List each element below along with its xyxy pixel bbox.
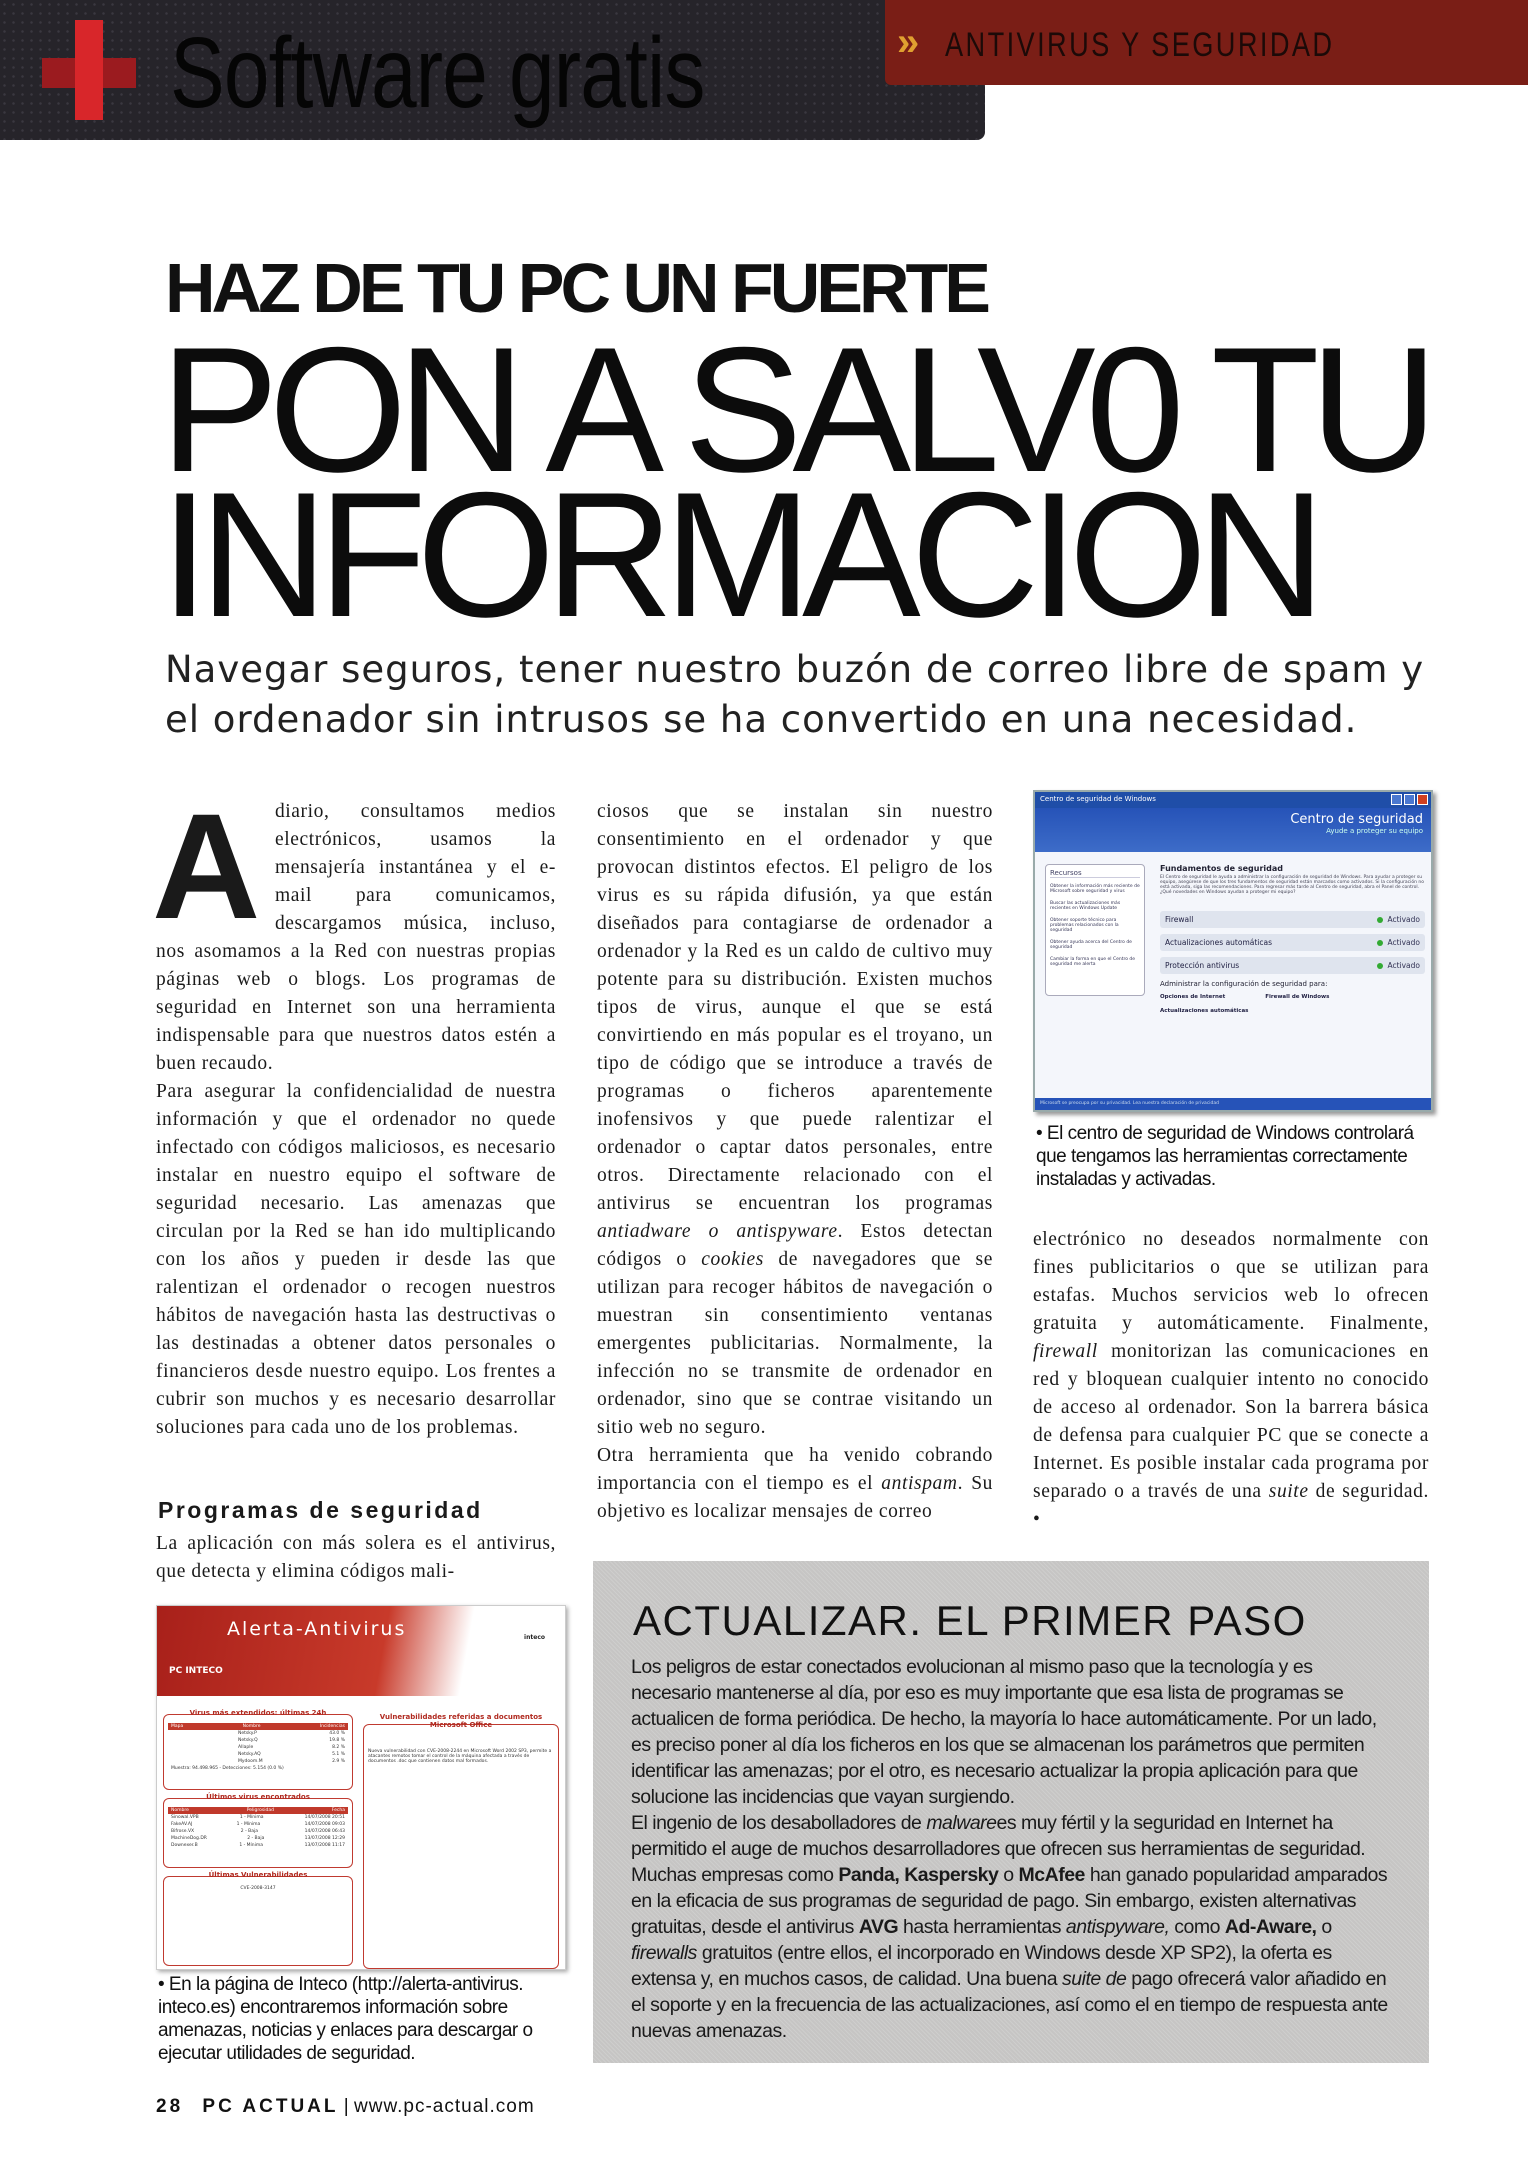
paragraph	[597, 1442, 993, 1526]
recent-virus-box	[163, 1793, 353, 1868]
magazine-name: PC ACTUAL	[202, 2096, 339, 2117]
text-italic: firewalls	[631, 1942, 697, 1964]
row-status: Activado	[1387, 961, 1420, 970]
status-row	[1160, 934, 1425, 951]
cell: FakeAV.AJ	[171, 1822, 193, 1827]
row-name: Protección antivirus	[1165, 961, 1240, 970]
text: El ingenio de los desabolladores de	[631, 1812, 927, 1834]
cell: 14/07/2008 06:43	[304, 1829, 345, 1834]
text: como	[1169, 1916, 1225, 1938]
text: o	[998, 1864, 1019, 1886]
status-row	[1160, 957, 1425, 974]
text: han ganado popularidad amparados en la eficacia de sus programas de seguridad de pago. Sin embargo, existen alternativas gratuitas, desde el antivirus	[631, 1864, 1388, 1938]
paragraph-text: diario, consultamos medios electrónicos, usamos la mensajería instantánea y el e-mail para comunicamos, descargamos música, incluso, nos asomamos a la Red con nuestras propias páginas web o blogs. Los programas de seguridad en Internet son una herramienta indispensable para que nuestros datos estén a buen recaudo.	[156, 801, 556, 1074]
inteco-logo: PC INTECO	[169, 1666, 223, 1676]
cell: 2 - Baja	[240, 1829, 258, 1834]
headline-line-1: PON A SALV0 TU	[160, 310, 1429, 509]
alerta-antivirus-screenshot	[156, 1605, 566, 1970]
text-bold: AVG	[858, 1916, 899, 1938]
cell: 19.8 %	[329, 1738, 345, 1743]
resources-panel	[1045, 864, 1145, 996]
text: . Estos detectan códigos o	[597, 1221, 993, 1270]
cell: Netsky.P	[238, 1731, 257, 1736]
text-italic: antiadware o antispyware	[597, 1221, 838, 1242]
text-italic: cookies	[701, 1249, 764, 1270]
text: o	[1316, 1916, 1332, 1938]
page-footer	[156, 2096, 535, 2118]
cell: 5.1 %	[332, 1752, 345, 1757]
box-title: Virus más extendidos: últimas 24h	[189, 1709, 327, 1717]
site-title: Alerta-Antivirus	[227, 1618, 407, 1640]
sample-stats: Muestra: 94.498.965 - Detecciones: 5.154 (0.0 %)	[171, 1766, 284, 1771]
article-column-2	[597, 798, 993, 1526]
cell: Sinowal.VPB	[171, 1815, 199, 1820]
banner	[1035, 808, 1431, 852]
box-title: Últimos virus encontrados	[206, 1793, 310, 1801]
manage-label: Administrar la configuración de seguridad para:	[1160, 980, 1328, 988]
settings-link: Actualizaciones automáticas	[1160, 1008, 1249, 1014]
sidebar-title: ACTUALIZAR. EL PRIMER PASO	[633, 1597, 1307, 1644]
text: monitorizan las comunicaciones en red y bloquean cualquier intento no conocido de acceso al ordenador. Son la barrera básica de defensa para cualquier PC que se conecte a Internet. Es posible instalar cada programa por separado o a través de una	[1033, 1341, 1429, 1502]
box-title: Vulnerabilidades referidas a documentos Microsoft Office	[379, 1713, 543, 1729]
resource-link: Obtener ayuda acerca del Centro de seguridad	[1050, 940, 1132, 950]
essentials-title: Fundamentos de seguridad	[1160, 864, 1283, 873]
section-title: Software gratis	[170, 17, 705, 129]
text-italic: firewall	[1033, 1341, 1098, 1362]
cell: Bifrose.VX	[171, 1829, 195, 1834]
cell: 14/07/2008 20:51	[304, 1815, 345, 1820]
cell: 14/07/2008 09:03	[304, 1822, 345, 1827]
col-header: Incidencias	[319, 1724, 345, 1729]
row-name: Firewall	[1165, 915, 1194, 924]
windows-security-center-screenshot	[1033, 790, 1433, 1112]
cell: Netsky.AQ	[238, 1752, 261, 1757]
cell: 13/07/2008 12:29	[304, 1836, 345, 1841]
paragraph	[631, 1810, 1393, 2044]
col-header: Fecha	[331, 1808, 345, 1813]
paragraph: Para asegurar la confidencialidad de nuestra información y que el ordenador no quede infectado con códigos maliciosos, es necesario instalar en nuestro equipo el software de seguridad necesario. Las amenazas que circulan por la Red se han ido multiplicando con los años y pueden ir desde las que ralentizan el ordenador o recogen nuestros hábitos de navegación hasta las destructivas o las destinadas a obtener datos personales o financieros desde nuestro equipo. Los frentes a cubrir son muchos y es necesario desarrollar soluciones para cada uno de los problemas.	[156, 1081, 556, 1438]
cell: Mydoom.M	[238, 1759, 263, 1764]
minimize-icon	[1391, 794, 1402, 805]
row-status: Activado	[1387, 915, 1420, 924]
cell: 2 - Baja	[247, 1836, 265, 1841]
row-name: Actualizaciones automáticas	[1165, 938, 1272, 947]
figure-caption: • El centro de seguridad de Windows controlará que tengamos las herramientas correctamente instaladas y activadas.	[1036, 1123, 1414, 1190]
text-italic: malware	[926, 1812, 997, 1834]
text: . Su objetivo es localizar mensajes de correo	[597, 1473, 993, 1522]
text: de seguridad. •	[1033, 1481, 1429, 1530]
headline-line-2: INFORMACION	[160, 455, 1316, 654]
text-bold: Ad-Aware,	[1224, 1916, 1317, 1938]
resource-link: Obtener soporte técnico para problemas relacionados con la seguridad	[1050, 918, 1119, 933]
cell: 43.0 %	[329, 1731, 345, 1736]
paragraph	[597, 798, 993, 1442]
col-header: Nombre	[171, 1808, 189, 1813]
col-header: Mapa	[171, 1724, 184, 1729]
status-dot-icon	[1377, 917, 1383, 923]
office-vuln-box	[363, 1713, 559, 1969]
essentials-desc: El Centro de seguridad le ayuda a administrar la configuración de seguridad de Windows. Para ayudar a proteger su equipo, asegúrese de que los tres fundamentos de seguridad están marcados como activados. Si la configuración no está activada, siga las recomendaciones. Para regresar más tarde al Centro de seguridad, abra el Panel de control. ¿Qué novedades en Windows ayudan a proteger mi equipo?	[1160, 875, 1424, 895]
cell: 1 - Mínima	[239, 1815, 264, 1820]
text: pago ofrecerá valor añadido en el soporte y en la frecuencia de las actualizaciones, así como el en tiempo de respuesta ante nuevas amenazas.	[631, 1968, 1388, 2042]
separator: |	[343, 2096, 349, 2117]
red-cross-icon-vertical	[75, 20, 103, 120]
text: ciosos que se instalan sin nuestro consentimiento en el ordenador y que provocan distintos efectos. El peligro de los virus es su rápida difusión, ya que están diseñados para contagiarse de ordenador a ordenador y la Red es un caldo de cultivo muy potente para su distribución. Existen muchos tipos de virus, aunque el que se está convirtiendo en más popular es el troyano, un tipo de código que se introduce a través de programas o ficheros aparentemente inofensivos y que puede ralentizar el ordenador o captar datos personales, entre otros. Directamente relacionado con el antivirus se encuentran los programas	[597, 801, 993, 1214]
partner-logo: inteco	[524, 1634, 545, 1641]
banner-subtitle: Ayude a proteger su equipo	[1326, 827, 1423, 835]
text-bold: McAfee	[1018, 1864, 1085, 1886]
category-label: ANTIVIRUS Y SEGURIDAD	[945, 26, 1335, 64]
row-status: Activado	[1387, 938, 1420, 947]
status-row	[1160, 911, 1425, 928]
figure-caption: • En la página de Inteco (http://alerta-antivirus. inteco.es) encontraremos información sobre amenazas, noticias y enlaces para descargar o ejecutar utilidades de seguridad.	[158, 1974, 533, 2064]
text: hasta herramientas	[898, 1916, 1066, 1938]
col-header: Peligrosidad	[246, 1808, 274, 1813]
vulnerabilities-box	[163, 1871, 353, 1966]
text-italic: antispam	[881, 1473, 958, 1494]
page-number: 28	[156, 2096, 184, 2117]
text: gratuitos (entre ellos, el incorporado en Windows desde XP SP2), la oferta es extensa y, en muchos casos, de calidad. Una buena	[631, 1942, 1332, 1990]
text-bold: Panda, Kaspersky	[838, 1864, 999, 1886]
paragraph	[152, 782, 556, 1078]
cell: Allaple	[238, 1745, 254, 1750]
resource-link: Buscar las actualizaciones más recientes en Windows Update	[1050, 901, 1121, 911]
cell: 8.2 %	[332, 1745, 345, 1750]
office-text: Nueva vulnerabilidad con CVE-2008-2244 en Microsoft Word 2002 SP3, permite a atacantes remotos tomar el control de la máquina afectada a través de documentos .doc que contienen datos mal formados.	[368, 1749, 552, 1764]
cell: MachineDog.DR	[171, 1836, 207, 1841]
sidebar-box	[593, 1561, 1429, 2063]
text: es muy fértil y la seguridad en Internet ha permitido el auge de muchos desarrolladores que ofrecen sus herramientas de seguridad. Muchas empresas como	[631, 1812, 1366, 1886]
text: Otra herramienta que ha venido cobrando importancia con el tiempo es el	[597, 1445, 993, 1494]
cell: Downexer.B	[171, 1843, 198, 1848]
drop-cap: A	[152, 782, 261, 950]
double-chevron-icon: »	[897, 20, 920, 64]
settings-link: Opciones de Internet	[1160, 994, 1226, 1000]
category-tab	[885, 0, 1528, 85]
shield-icon-title: Centro de seguridad	[1290, 812, 1423, 827]
article-column-1-continued	[156, 1530, 556, 1586]
paragraph: La aplicación con más solera es el antivirus, que detecta y elimina códigos mali-	[156, 1533, 556, 1582]
headline-kicker: HAZ DE TU PC UN FUERTE	[165, 249, 987, 327]
magazine-url: www.pc-actual.com	[354, 2096, 535, 2117]
text-italic: antispyware,	[1065, 1916, 1170, 1938]
cell: Netsky.Q	[238, 1738, 258, 1743]
sidebar-body	[631, 1654, 1393, 2044]
settings-link: Firewall de Windows	[1265, 994, 1330, 1000]
resource-link: Obtener la información más reciente de Microsoft sobre seguridad y virus	[1050, 884, 1140, 894]
article-column-3	[1033, 1226, 1429, 1534]
cell: 1 - Mínima	[236, 1822, 261, 1827]
text-italic: suite	[1268, 1481, 1309, 1502]
text: de navegadores que se utilizan para recoger hábitos de navegación o muestran sin consentimiento ventanas emergentes publicitarias. Normalmente, la infección no se transmite de ordenador en ordenador, sino que se contrae visitando un sitio web no seguro.	[597, 1249, 993, 1438]
cell: 2.9 %	[332, 1759, 345, 1764]
box-title: Últimas Vulnerabilidades	[208, 1871, 308, 1879]
paragraph: Los peligros de estar conectados evolucionan al mismo paso que la tecnología y es necesario mantenerse al día, por eso es muy importante que esa lista de programas se actualicen de forma periódica. De hecho, la mayoría lo hace automáticamente. Por un lado, es preciso poner al día los ficheros en los que se almacenan los parámetros que permiten identificar las amenazas; por el otro, es necesario actualizar la propia aplicación para que solucione las incidencias que vayan surgiendo.	[631, 1656, 1377, 1808]
resource-link: Cambiar la forma en que el Centro de seguridad me alerta	[1050, 957, 1136, 967]
status-dot-icon	[1377, 963, 1383, 969]
subheading: Programas de seguridad	[158, 1497, 483, 1523]
article-column-1	[152, 782, 556, 1442]
text: electrónico no deseados normalmente con fines publicitarios o que se utilizan para estafas. Muchos servicios web lo ofrecen gratuita y automáticamente. Finalmente,	[1033, 1229, 1429, 1334]
resources-title: Recursos	[1050, 869, 1140, 878]
security-essentials	[1160, 864, 1425, 1022]
window-title: Centro de seguridad de Windows	[1040, 795, 1156, 803]
virus-box	[163, 1709, 353, 1790]
site-nav: Acceso fácil | Mapa del Sitio | RSS	[474, 1608, 559, 1614]
window-footer: Microsoft se preocupa por su privacidad. Lea nuestra declaración de privacidad	[1035, 1098, 1431, 1110]
text-italic: suite de	[1062, 1968, 1127, 1990]
vuln-id: CVE-2008-3147	[240, 1886, 276, 1891]
maximize-icon	[1404, 794, 1415, 805]
close-icon	[1417, 794, 1428, 805]
paragraph	[1033, 1226, 1429, 1534]
window-titlebar	[1035, 792, 1431, 808]
status-dot-icon	[1377, 940, 1383, 946]
col-header: Nombre	[242, 1724, 261, 1729]
cell: 13/07/2008 11:17	[304, 1843, 345, 1848]
cell: 1 - Mínima	[239, 1843, 264, 1848]
lead-paragraph: Navegar seguros, tener nuestro buzón de correo libre de spam y el ordenador sin intrusos se ha convertido en una necesidad.	[165, 648, 1425, 741]
